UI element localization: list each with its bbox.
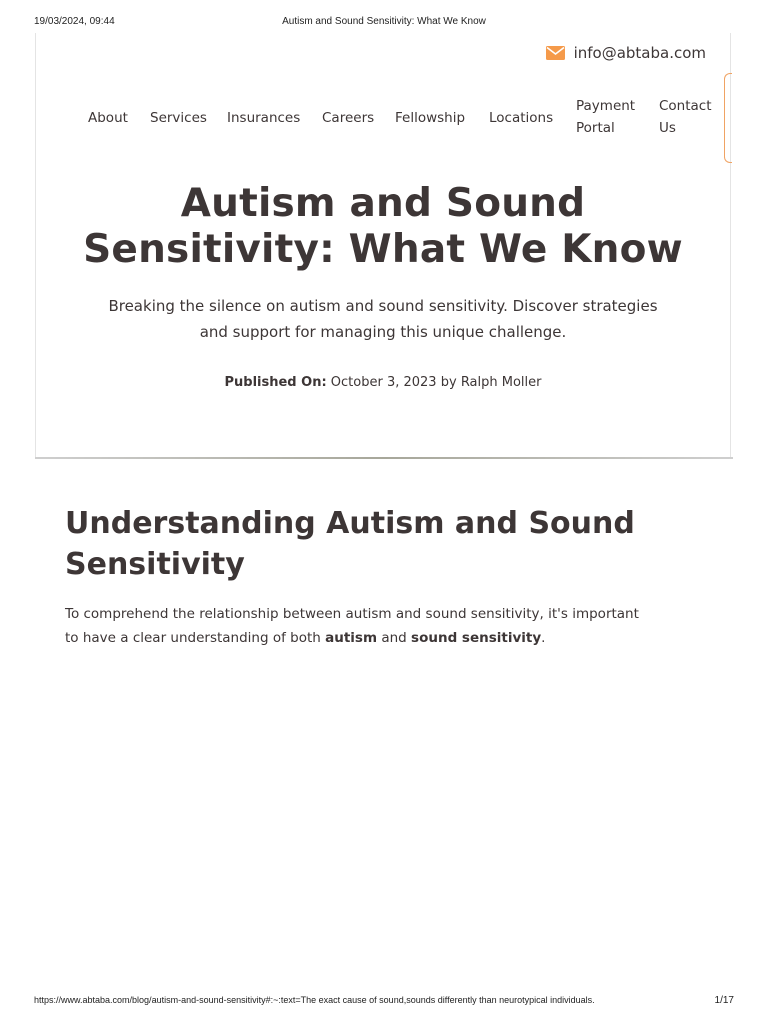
print-url: https://www.abtaba.com/blog/autism-and-sound-sensitivity#:~:text=The exact cause of sound,sounds differently than neurotypical individuals. bbox=[34, 995, 595, 1005]
nav-contact-line1: Contact bbox=[659, 98, 712, 114]
subtitle-line2: and support for managing this unique challenge. bbox=[199, 323, 567, 341]
nav-payment-line1: Payment bbox=[576, 98, 636, 114]
heading-line1: Understanding Autism and Sound bbox=[65, 506, 635, 541]
print-footer bbox=[34, 995, 734, 1009]
para-period: . bbox=[541, 630, 546, 646]
and-text: and bbox=[381, 630, 407, 646]
nav-contact-us[interactable] bbox=[659, 95, 712, 139]
nav-payment-portal[interactable] bbox=[576, 95, 635, 139]
print-datetime: 19/03/2024, 09:44 bbox=[34, 16, 115, 27]
title-line1: Autism and Sound bbox=[180, 181, 586, 226]
title-line2: Sensitivity: What We Know bbox=[83, 227, 683, 272]
published-label: Published On: bbox=[224, 375, 327, 390]
heading-line2: Sensitivity bbox=[65, 547, 245, 582]
published-date: October 3, 2023 bbox=[330, 375, 437, 390]
section-heading bbox=[65, 503, 705, 585]
author-name: Ralph Moller bbox=[460, 375, 542, 390]
page-subtitle bbox=[66, 293, 700, 345]
para-line1: To comprehend the relationship between autism and sound sensitivity, it's important bbox=[65, 606, 639, 622]
nav-insurances[interactable]: Insurances bbox=[227, 110, 301, 126]
nav-locations[interactable]: Locations bbox=[489, 110, 554, 126]
nav-services[interactable]: Services bbox=[150, 110, 207, 126]
print-page-number: 1/17 bbox=[714, 995, 734, 1006]
email-text: info@abtaba.com bbox=[573, 44, 706, 62]
email-link[interactable] bbox=[546, 44, 706, 62]
bold-sound-sensitivity: sound sensitivity bbox=[411, 630, 542, 646]
nav-fellowship[interactable]: Fellowship bbox=[395, 110, 466, 126]
nav-about[interactable]: About bbox=[88, 110, 128, 126]
subtitle-line1: Breaking the silence on autism and sound sensitivity. Discover strategies bbox=[108, 297, 658, 315]
para-line2: to have a clear understanding of both bbox=[65, 630, 321, 646]
mail-icon bbox=[546, 46, 565, 60]
nav-careers[interactable]: Careers bbox=[322, 110, 375, 126]
hero-divider bbox=[35, 457, 733, 459]
by-text: by bbox=[440, 375, 457, 390]
bold-autism: autism bbox=[325, 630, 378, 646]
page-title bbox=[36, 181, 730, 273]
side-tab-button[interactable] bbox=[724, 73, 732, 163]
nav-contact-line2: Us bbox=[659, 120, 676, 136]
publish-meta bbox=[36, 375, 730, 390]
hero-section bbox=[35, 33, 731, 458]
section-paragraph bbox=[65, 602, 705, 650]
nav-payment-line2: Portal bbox=[576, 120, 615, 136]
print-page-title: Autism and Sound Sensitivity: What We Know bbox=[282, 16, 486, 27]
print-header bbox=[34, 16, 734, 30]
